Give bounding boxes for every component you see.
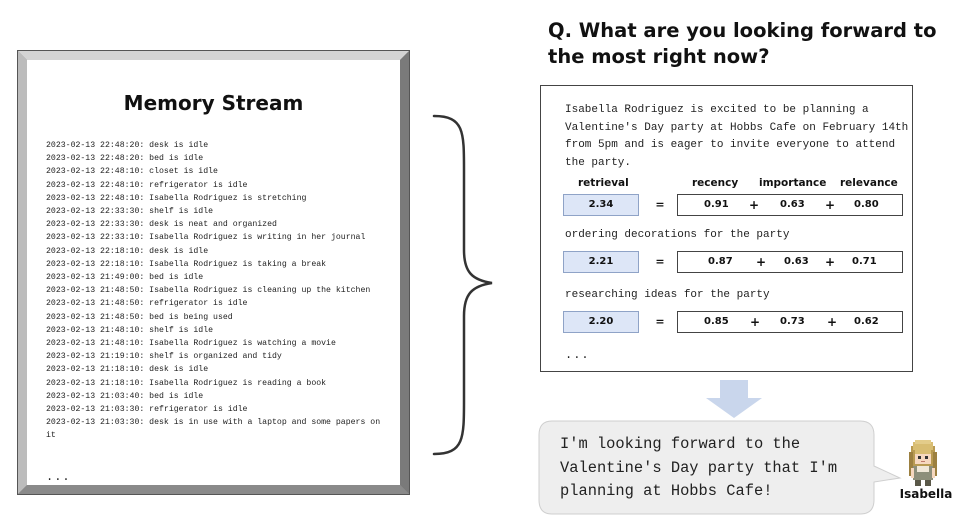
memory-entry: 2023-02-13 21:19:10: shelf is organized and tidy <box>46 352 282 362</box>
relevance-value: 0.80 <box>854 199 879 210</box>
memory-entry: 2023-02-13 21:48:50: refrigerator is idle <box>46 299 248 309</box>
plus-sign: + <box>750 315 761 329</box>
speaker-name: Isabella <box>899 487 953 501</box>
memory-entry: 2023-02-13 21:48:50: Isabella Rodriguez is cleaning up the kitchen <box>46 286 371 296</box>
memory-entry: 2023-02-13 22:33:30: desk is neat and organized <box>46 220 277 230</box>
plus-sign: + <box>825 198 836 212</box>
score-factors <box>677 251 903 273</box>
relevance-value: 0.62 <box>854 316 879 327</box>
memory-entry: 2023-02-13 21:18:10: Isabella Rodriguez is reading a book <box>46 378 327 388</box>
retrieval-score: 2.34 <box>563 194 639 216</box>
retrieval-score: 2.20 <box>563 311 639 333</box>
memory-entry: 2023-02-13 21:48:50: bed is being used <box>46 312 233 322</box>
score-factors <box>677 311 903 333</box>
score-factors <box>677 194 903 216</box>
memory-entry: 2023-02-13 21:03:30: desk is in use with a laptop and some papers on it <box>46 418 381 441</box>
retrieval-panel <box>540 85 913 372</box>
memory-entry: 2023-02-13 22:18:10: Isabella Rodriguez is taking a break <box>46 259 327 269</box>
plus-sign: + <box>825 255 836 269</box>
recency-value: 0.91 <box>704 199 729 210</box>
memory-entry: 2023-02-13 21:03:30: refrigerator is idle <box>46 405 248 415</box>
memory-entry: 2023-02-13 21:18:10: desk is idle <box>46 365 209 375</box>
plus-sign: + <box>749 198 760 212</box>
recency-value: 0.85 <box>704 316 729 327</box>
memory-stream-panel <box>17 50 410 495</box>
memory-stream-list <box>46 139 391 443</box>
importance-value: 0.63 <box>780 199 805 210</box>
memory-entry: 2023-02-13 21:03:40: bed is idle <box>46 391 204 401</box>
recency-value: 0.87 <box>708 256 733 267</box>
header-recency: recency <box>692 177 739 189</box>
retrieved-memory-top: Isabella Rodriguez is excited to be planning a Valentine's Day party at Hobbs Cafe on February 14th from 5pm and is eager to invite everyone to attend the party. <box>565 104 909 169</box>
header-importance: importance <box>759 177 827 189</box>
memory-stream-content <box>27 60 400 485</box>
header-relevance: relevance <box>840 177 898 189</box>
header-retrieval: retrieval <box>578 177 629 189</box>
isabella-avatar-icon <box>903 440 943 488</box>
retrieval-ellipsis: ... <box>565 348 590 362</box>
answer-text: I'm looking forward to the Valentine's Day party that I'm planning at Hobbs Cafe! <box>560 435 838 500</box>
plus-sign: + <box>756 255 767 269</box>
down-arrow-icon <box>706 380 762 418</box>
retrieved-memory: ordering decorations for the party <box>565 229 790 241</box>
relevance-value: 0.71 <box>852 256 877 267</box>
retrieved-memory: researching ideas for the party <box>565 289 770 301</box>
plus-sign: + <box>827 315 838 329</box>
memory-entry: 2023-02-13 22:48:20: bed is idle <box>46 154 204 164</box>
memory-entry: 2023-02-13 22:33:30: shelf is idle <box>46 207 214 217</box>
importance-value: 0.63 <box>784 256 809 267</box>
memory-entry: 2023-02-13 22:48:20: desk is idle <box>46 141 209 150</box>
memory-entry: 2023-02-13 21:48:10: Isabella Rodriguez is watching a movie <box>46 339 336 349</box>
curly-brace-connector <box>420 110 500 460</box>
memory-stream-title: Memory Stream <box>123 91 304 115</box>
memory-entry: 2023-02-13 22:48:10: closet is idle <box>46 167 218 177</box>
retrieval-score: 2.21 <box>563 251 639 273</box>
equals-sign: = <box>655 315 665 328</box>
memory-entry: 2023-02-13 22:48:10: Isabella Rodriguez is stretching <box>46 193 307 203</box>
importance-value: 0.73 <box>780 316 805 327</box>
memory-entry: 2023-02-13 21:48:10: shelf is idle <box>46 325 214 335</box>
memory-entry: 2023-02-13 22:48:10: refrigerator is idle <box>46 180 248 190</box>
question-text: Q. What are you looking forward to the most right now? <box>548 19 937 68</box>
memory-entry: 2023-02-13 22:33:10: Isabella Rodriguez is writing in her journal <box>46 233 366 243</box>
equals-sign: = <box>655 198 665 211</box>
memory-entry: 2023-02-13 21:49:00: bed is idle <box>46 273 204 283</box>
equals-sign: = <box>655 255 665 268</box>
memory-entry: 2023-02-13 22:18:10: desk is idle <box>46 246 209 256</box>
memory-stream-ellipsis: ... <box>46 470 71 484</box>
